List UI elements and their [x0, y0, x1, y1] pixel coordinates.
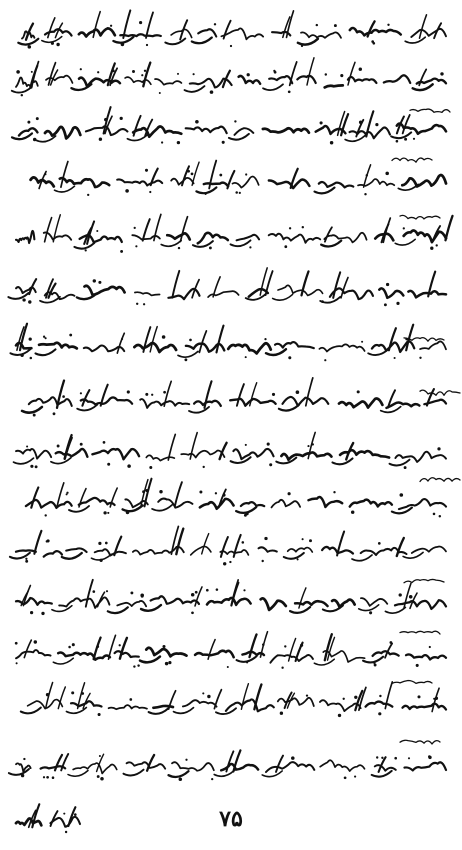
script-line [22, 378, 446, 417]
marginal-note [392, 158, 432, 162]
script-line [31, 161, 446, 196]
marginal-note [392, 681, 432, 684]
script-line [9, 750, 446, 781]
marginal-note [420, 478, 460, 482]
marginal-note [404, 579, 444, 582]
script-line [16, 214, 453, 252]
script-line [15, 632, 446, 669]
marginal-note [400, 740, 440, 744]
script-line [21, 682, 446, 717]
script-line [10, 526, 446, 565]
script-line [10, 324, 446, 362]
script-line [18, 10, 446, 48]
script-line [12, 58, 446, 97]
marginal-note [420, 390, 460, 395]
script-line [16, 580, 446, 615]
page-number: ۷۵ [219, 806, 243, 832]
script-line [14, 432, 447, 469]
script-line [26, 479, 446, 518]
marginal-note [400, 215, 440, 219]
marginal-note [400, 631, 440, 634]
script-line [12, 107, 446, 144]
marginal-note [410, 109, 450, 112]
script-line [8, 268, 446, 306]
